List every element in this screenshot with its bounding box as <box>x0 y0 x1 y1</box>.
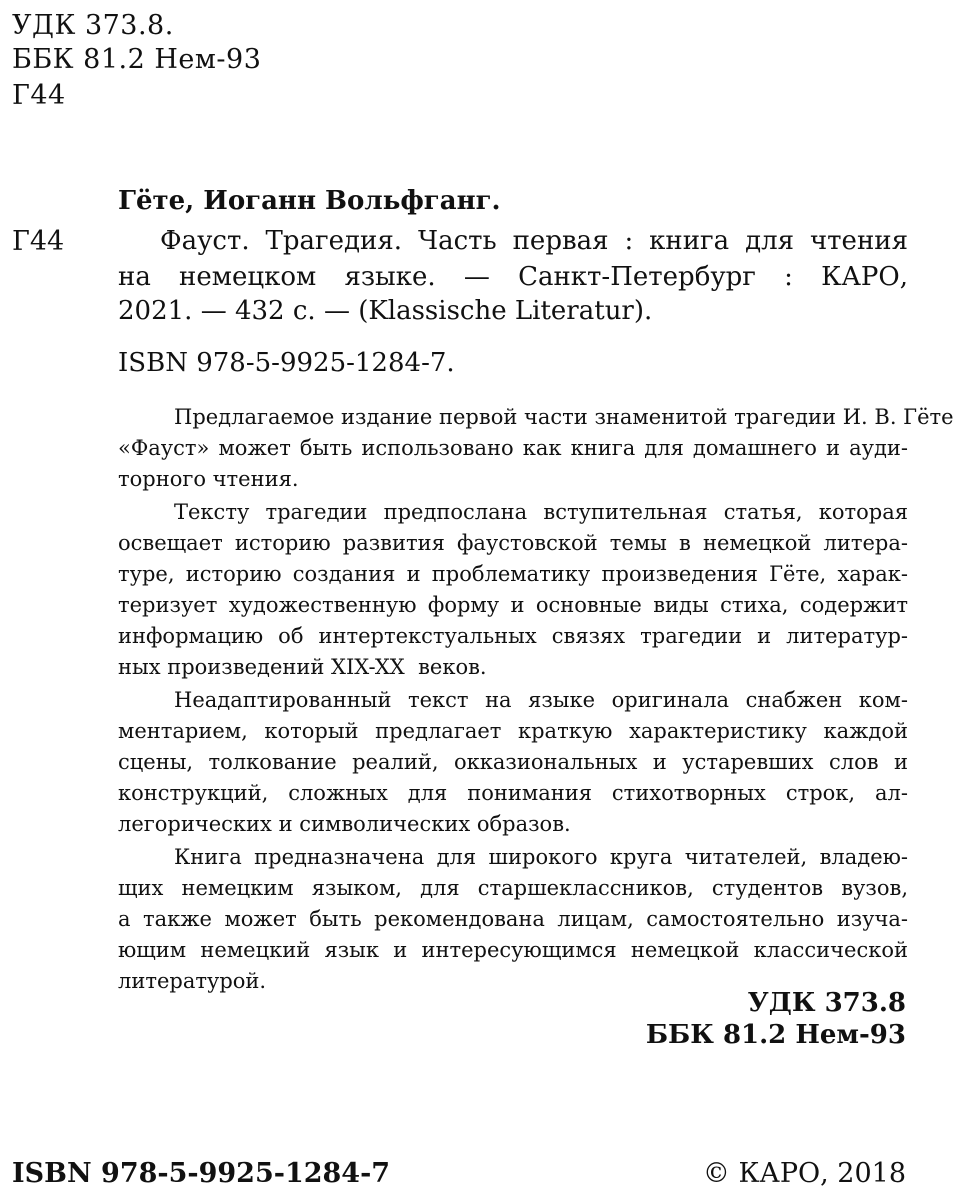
header-udk: УДК 373.8. <box>12 10 174 41</box>
abstract-line: ющим немецкий язык и интересующимся немецкой классической <box>118 938 908 962</box>
record-title-line-2: на немецком языке. — Санкт-Петербург : КАРО, <box>118 262 908 292</box>
abstract-paragraph <box>118 685 908 840</box>
abstract-paragraph <box>118 842 908 997</box>
header-bbk: ББК 81.2 Нем-93 <box>12 44 262 75</box>
abstract <box>118 402 954 997</box>
abstract-line: ментарием, который предлагает краткую характеристику каждой <box>118 719 908 743</box>
abstract-line: туре, историю создания и проблематику произведения Гёте, харак- <box>118 562 908 586</box>
abstract-line: Тексту трагедии предпослана вступительная статья, которая <box>174 500 908 524</box>
record-title-line-3: 2021. — 432 с. — (Klassische Literatur). <box>118 296 653 326</box>
abstract-line: торного чтения. <box>118 467 299 491</box>
record-title-line-1: Фауст. Трагедия. Часть первая : книга для чтения <box>160 226 908 256</box>
abstract-line: «Фауст» может быть использовано как книга для домашнего и ауди- <box>118 436 908 460</box>
footer-bbk: ББК 81.2 Нем-93 <box>645 1020 906 1050</box>
abstract-line: Предлагаемое издание первой части знаменитой трагедии И. В. Гёте <box>174 405 954 429</box>
record-isbn: ISBN 978-5-9925-1284-7. <box>118 348 455 378</box>
header-author-code: Г44 <box>12 80 66 111</box>
abstract-paragraph <box>118 402 954 495</box>
abstract-line: легорических и символических образов. <box>118 812 571 836</box>
abstract-line: литературой. <box>118 969 267 993</box>
abstract-line: щих немецким языком, для старшеклассников, студентов вузов, <box>118 876 908 900</box>
abstract-line: а также может быть рекомендована лицам, самостоятельно изуча- <box>118 907 908 931</box>
footer-isbn: ISBN 978-5-9925-1284-7 <box>12 1158 391 1189</box>
footer-udk: УДК 373.8 <box>747 988 906 1018</box>
abstract-line: Книга предназначена для широкого круга читателей, владею- <box>174 845 908 869</box>
record-author-code: Г44 <box>12 226 65 257</box>
abstract-line: ных произведений XIX-XX веков. <box>118 655 487 679</box>
abstract-line: теризует художественную форму и основные виды стиха, содержит <box>118 593 908 617</box>
abstract-line: конструкций, сложных для понимания стихотворных строк, ал- <box>118 781 908 805</box>
footer-copyright: © КАРО, 2018 <box>702 1158 906 1189</box>
abstract-paragraph <box>118 497 908 683</box>
abstract-line: Неадаптированный текст на языке оригинала снабжен ком- <box>174 688 908 712</box>
abstract-line: сцены, толкование реалий, окказиональных и устаревших слов и <box>118 750 908 774</box>
abstract-line: освещает историю развития фаустовской темы в немецкой литера- <box>118 531 908 555</box>
abstract-line: информацию об интертекстуальных связях трагедии и литератур- <box>118 624 908 648</box>
record-author: Гёте, Иоганн Вольфганг. <box>118 186 501 216</box>
